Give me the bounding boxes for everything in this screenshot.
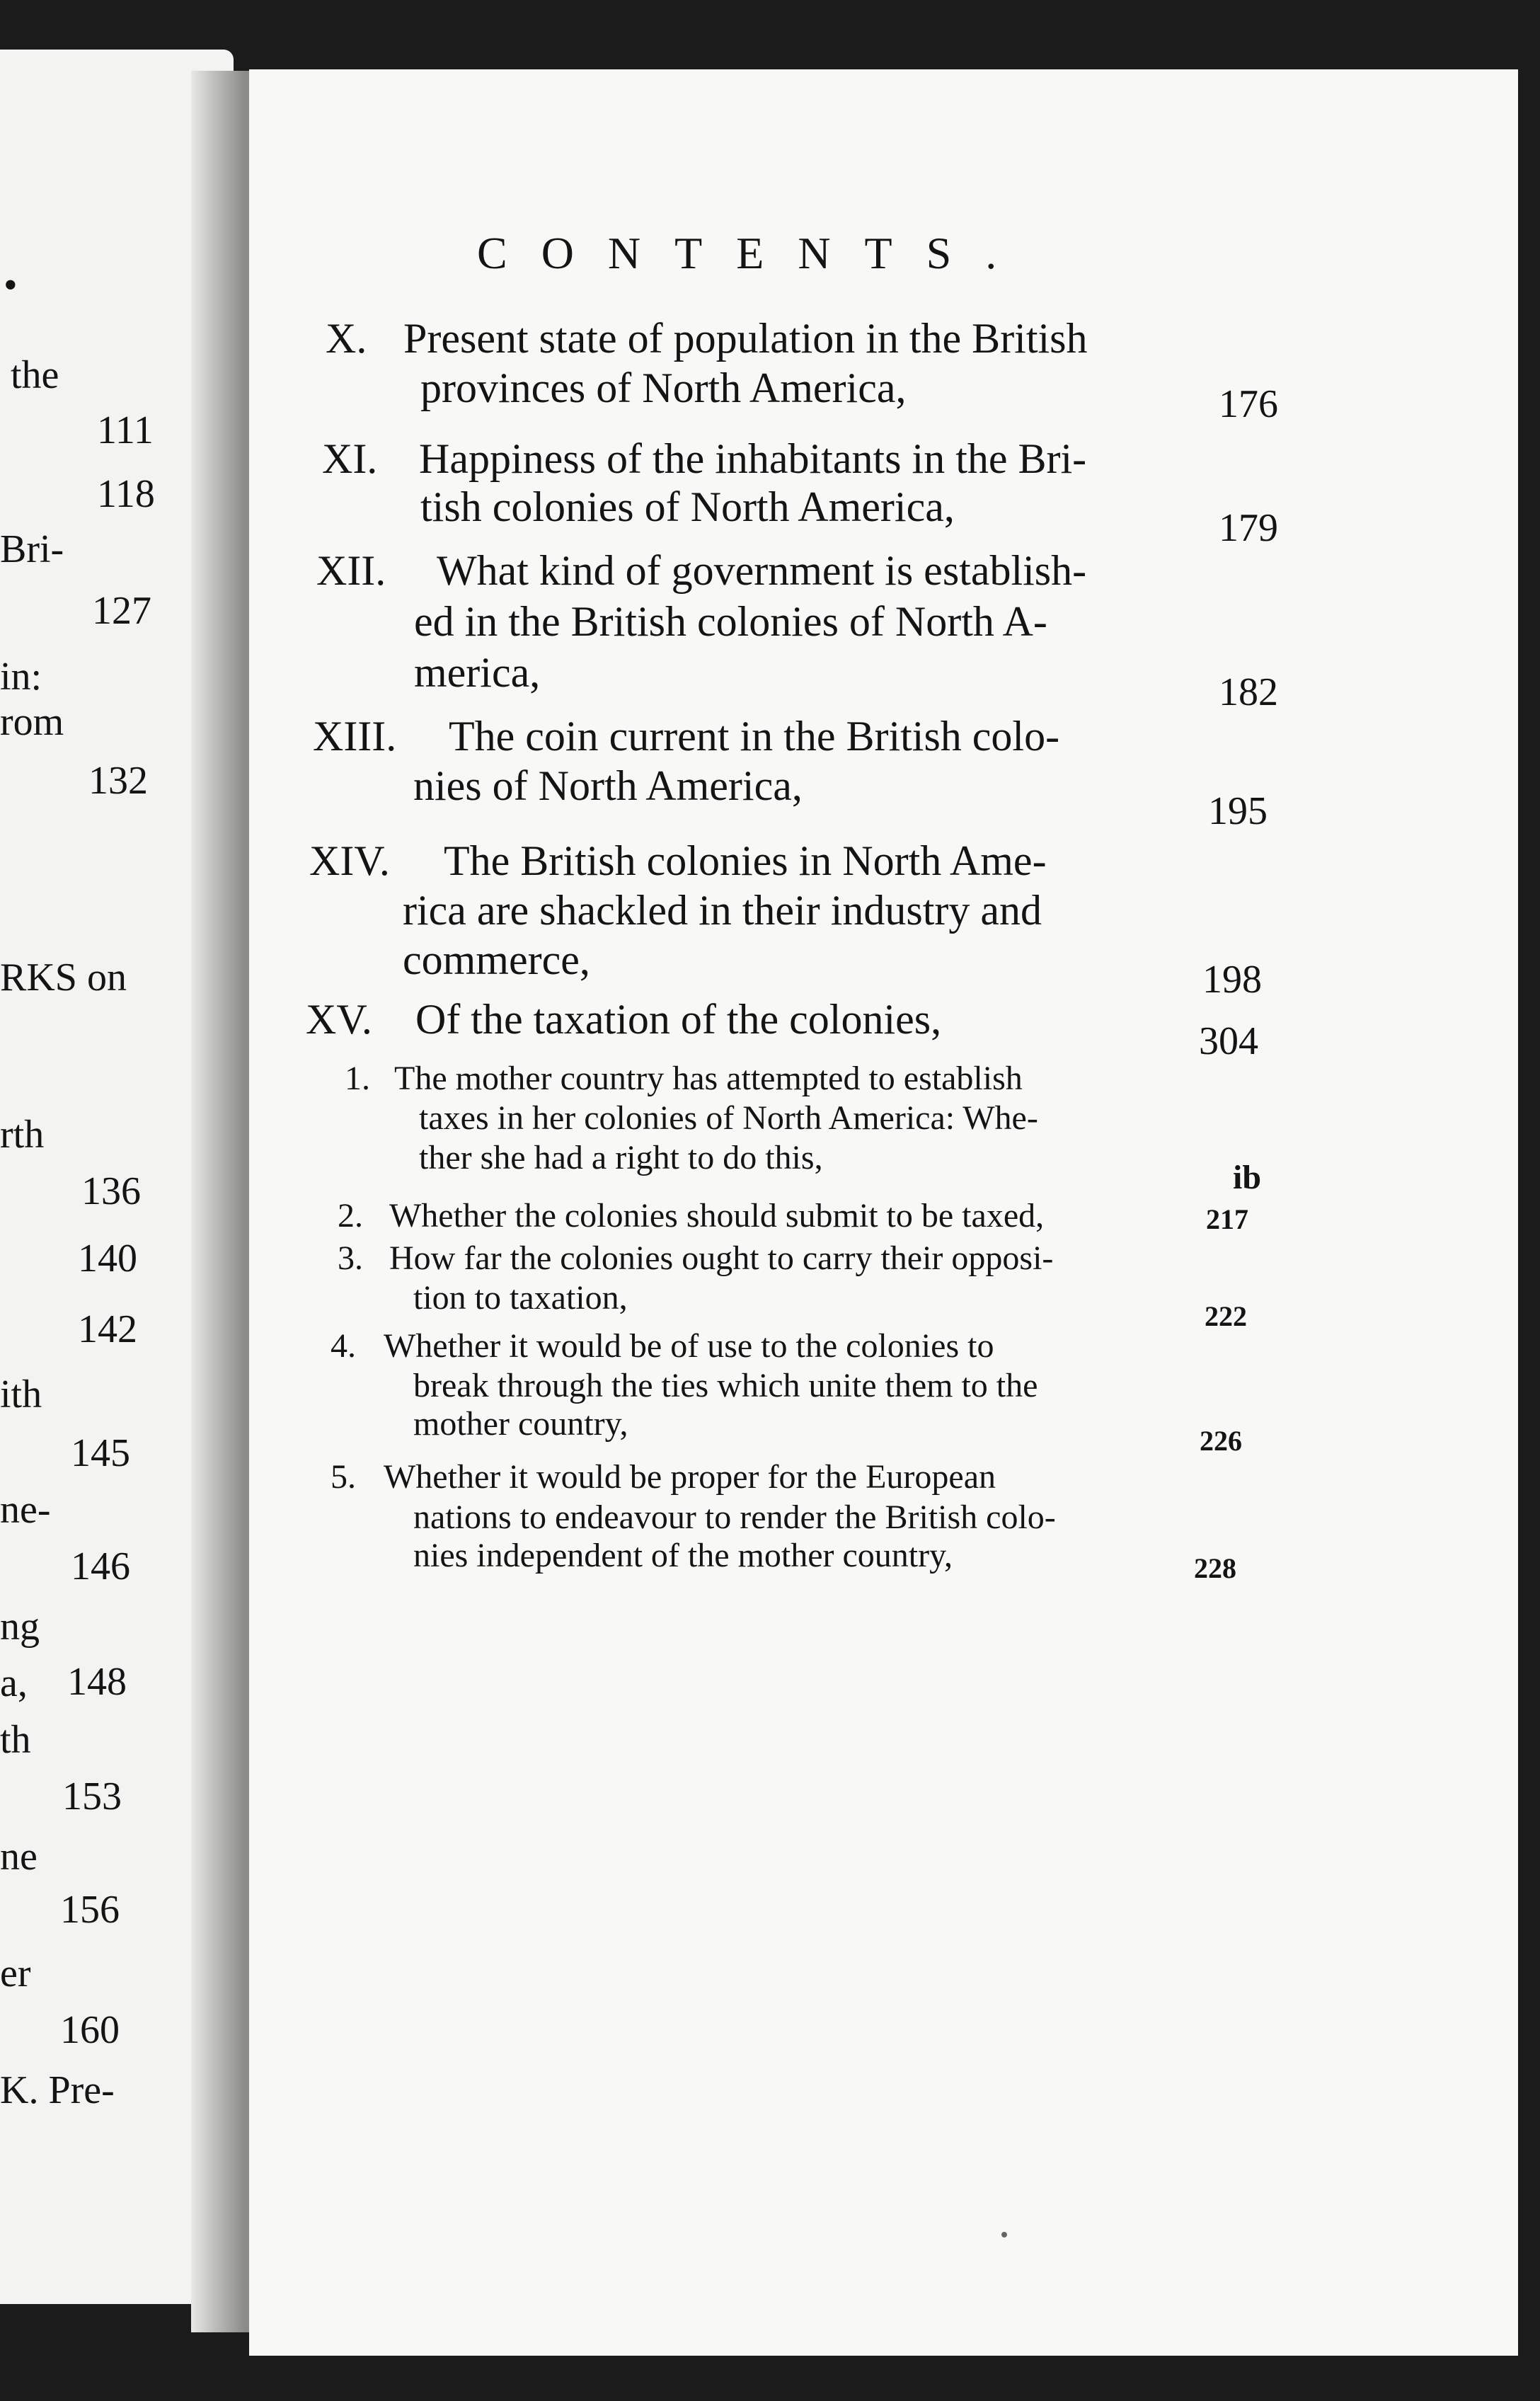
left-fragment: Bri-	[0, 527, 64, 571]
left-page-number: 132	[88, 759, 148, 803]
entry-text-line: Of the taxation of the colonies,	[415, 996, 942, 1043]
entry-number: XIV.	[309, 837, 390, 884]
subentry-page-number: 228	[1194, 1552, 1236, 1584]
left-fragment: ne-	[0, 1488, 51, 1532]
left-page-number: 140	[78, 1237, 137, 1280]
left-page-number: 145	[71, 1431, 130, 1475]
subentry-number: 5.	[331, 1458, 356, 1496]
left-fragment: ne	[0, 1835, 38, 1879]
left-page-number: 142	[78, 1307, 137, 1351]
left-fragment: rth	[0, 1113, 45, 1157]
subentry-page-number: 226	[1200, 1425, 1242, 1457]
left-page-number: 153	[62, 1775, 122, 1818]
subentry-page-number: ib	[1233, 1159, 1262, 1196]
left-fragment: a,	[0, 1661, 28, 1705]
entry-text-line: Happiness of the inhabitants in the Bri-	[419, 435, 1087, 482]
subentry-text-line: Whether it would be of use to the colonies to	[384, 1327, 994, 1365]
entry-text-line: What kind of government is establish-	[437, 547, 1087, 594]
entry-page-number: 176	[1219, 382, 1278, 426]
entry-text-line: Present state of population in the British	[403, 315, 1088, 362]
left-fragment: K. Pre-	[0, 2068, 115, 2112]
right-page	[249, 69, 1518, 2356]
left-fragment: ng	[0, 1605, 40, 1649]
subentry-number: 4.	[331, 1327, 356, 1365]
entry-number: XII.	[316, 547, 386, 594]
left-fragment: th	[0, 1718, 31, 1762]
left-page-number: 160	[60, 2008, 120, 2052]
entry-number: XI.	[322, 435, 378, 482]
left-fragment: er	[0, 1952, 31, 1995]
entry-text-line: commerce,	[403, 936, 590, 983]
entry-number: XIII.	[313, 713, 397, 760]
entry-text-line: tish colonies of North America,	[420, 483, 955, 530]
entry-text-line: rica are shackled in their industry and	[403, 887, 1042, 934]
entry-page-number: 182	[1219, 670, 1278, 714]
subentry-text-line: ther she had a right to do this,	[419, 1139, 823, 1176]
left-page-number: 136	[81, 1169, 141, 1213]
entry-text-line: ed in the British colonies of North A-	[414, 598, 1047, 645]
entry-page-number: 179	[1219, 506, 1278, 550]
entry-text-line: The British colonies in North Ame-	[444, 837, 1047, 884]
entry-number: XV.	[306, 996, 372, 1043]
left-page-number: 111	[97, 408, 154, 452]
subentry-text-line: Whether the colonies should submit to be taxed,	[389, 1197, 1045, 1234]
subentry-text-line: The mother country has attempted to establish	[394, 1060, 1023, 1097]
subentry-text-line: taxes in her colonies of North America: Whe-	[419, 1099, 1038, 1137]
subentry-number: 1.	[345, 1060, 370, 1097]
subentry-text-line: How far the colonies ought to carry their opposi-	[389, 1239, 1054, 1277]
subentry-page-number: 217	[1206, 1203, 1248, 1235]
entry-page-number: 195	[1208, 789, 1268, 833]
left-page-number: 127	[92, 589, 151, 633]
left-page-number: 118	[97, 472, 155, 516]
left-fragment: ith	[0, 1373, 42, 1416]
subentry-page-number: 222	[1205, 1300, 1247, 1332]
entry-page-number: 198	[1202, 958, 1262, 1002]
subentry-text-line: nations to endeavour to render the British colo-	[413, 1499, 1056, 1536]
subentry-text-line: tion to taxation,	[413, 1279, 628, 1317]
left-fragment: the	[11, 353, 59, 397]
subentry-text-line: break through the ties which unite them to the	[413, 1367, 1038, 1404]
entry-number: X.	[326, 315, 367, 362]
entry-text-line: provinces of North America,	[420, 365, 907, 411]
left-page-number: 156	[60, 1888, 120, 1932]
left-fragment: •	[4, 263, 18, 307]
left-fragment: in:	[0, 655, 42, 699]
subentry-number: 3.	[338, 1239, 363, 1277]
left-page-number: 146	[71, 1545, 130, 1588]
subentry-text-line: nies independent of the mother country,	[413, 1537, 953, 1574]
left-fragment: RKS on	[0, 956, 127, 999]
subentry-number: 2.	[338, 1197, 363, 1234]
subentry-text-line: Whether it would be proper for the European	[384, 1458, 996, 1496]
entry-text-line: merica,	[414, 649, 541, 696]
left-page-number: 148	[67, 1660, 127, 1704]
entry-text-line: The coin current in the British colo-	[449, 713, 1060, 760]
page-title: CONTENTS.	[477, 228, 1031, 278]
entry-text-line: nies of North America,	[413, 762, 803, 809]
left-fragment: rom	[0, 700, 64, 744]
entry-page-number: 304	[1199, 1019, 1258, 1063]
subentry-text-line: mother country,	[413, 1405, 628, 1443]
ink-speck	[1001, 2232, 1007, 2237]
